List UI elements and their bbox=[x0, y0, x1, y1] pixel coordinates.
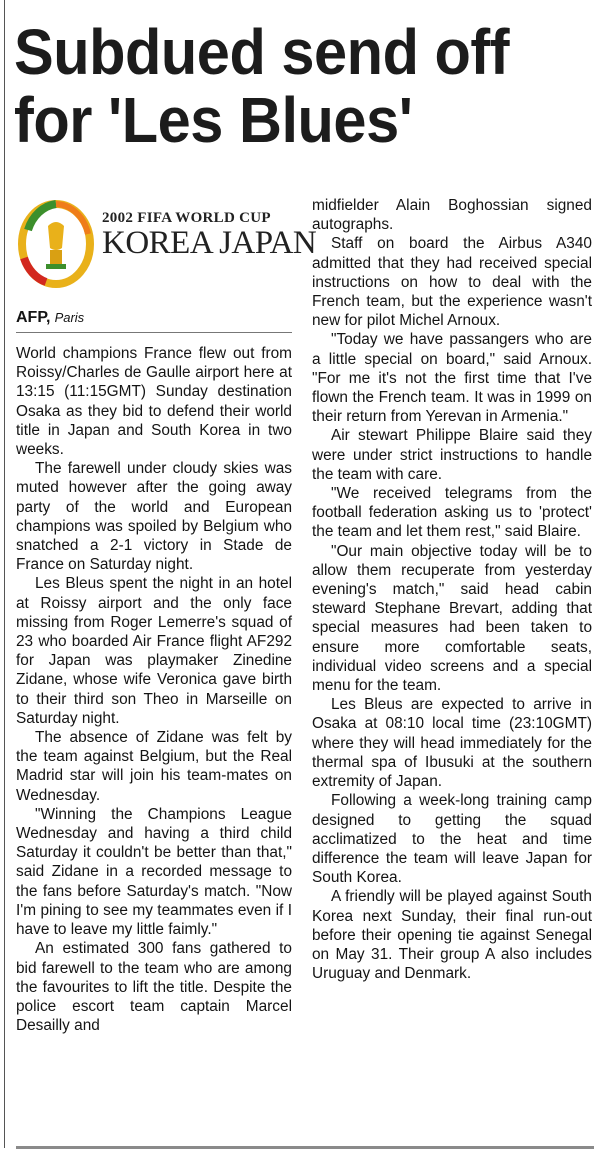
logo-hosts: KOREA JAPAN bbox=[102, 225, 317, 261]
world-cup-logo bbox=[16, 200, 317, 292]
article-paragraph: An estimated 300 fans gathered to bid farewell to the team who are among the favourites to lift the title. Despite the police escort team captain Marcel Desailly and bbox=[16, 940, 292, 1035]
article-paragraph: "Today we have passangers who are a little special on board," said Arnoux. "For me it's not the first time that I've flown the French team. It was in 1999 on their return from Yerevan in Armenia." bbox=[312, 331, 592, 426]
article-column-left bbox=[16, 344, 292, 1035]
article-paragraph: Air stewart Philippe Blaire said they were under strict instructions to handle the team with care. bbox=[312, 427, 592, 483]
byline-agency: AFP, bbox=[16, 309, 51, 326]
byline-city: Paris bbox=[54, 310, 85, 325]
article-paragraph: The farewell under cloudy skies was muted however after the going away party of the world and European champions was spoiled by Belgium who snatched a 2-1 victory in Stade de France on Saturday night. bbox=[16, 460, 292, 574]
article-paragraph: "Winning the Champions League Wednesday and having a third child Saturday it couldn't be better than that," said Zidane in a recorded message to the fans before Saturday's match. "Now I'm pining to see my teammates even if I have to leave my little faimly." bbox=[16, 805, 292, 939]
article-paragraph: A friendly will be played against South Korea next Sunday, their final run-out before their opening tie against Senegal on May 31. Their group A also includes Uruguay and Denmark. bbox=[312, 888, 592, 983]
headline-line-1: Subdued send off bbox=[14, 16, 510, 88]
article-paragraph: Les Bleus spent the night in an hotel at Roissy airport and the only face missing from Roger Lemerre's squad of 23 who boarded Air France flight AF292 for Japan was playmaker Zinedine Zidane, whose wife Veronica gave birth to their third son Theo in Marseille on Saturday night. bbox=[16, 575, 292, 727]
headline bbox=[14, 18, 553, 154]
article-paragraph: The absence of Zidane was felt by the team against Belgium, but the Real Madrid star will join his team-mates on Wednesday. bbox=[16, 729, 292, 804]
article-paragraph: World champions France flew out from Roissy/Charles de Gaulle airport here at 13:15 (11:15GMT) Sunday destination Osaka as they bid to defend their world title in Japan and South Korea in two weeks. bbox=[16, 345, 292, 459]
article-paragraph: Les Bleus are expected to arrive in Osaka at 08:10 local time (23:10GMT) where they will head immediately for the thermal spa of Ibusuki at the southern extremity of Japan. bbox=[312, 696, 592, 791]
article-paragraph: "Our main objective today will be to allow them recuperate from yesterday evening's match," said head cabin steward Stephane Brevart, adding that special measures had been taken to ensure more comfortable seats, individual video screens and a special menu for the team. bbox=[312, 542, 592, 695]
left-column-rule bbox=[4, 0, 5, 1148]
headline-line-2: for 'Les Blues' bbox=[14, 84, 413, 156]
article-paragraph: Following a week-long training camp designed to getting the squad acclimatized to the heat and time difference the team will leave Japan for South Korea. bbox=[312, 792, 592, 887]
article-paragraph-continued: midfielder Alain Boghossian signed autographs. bbox=[312, 197, 592, 234]
byline-divider bbox=[16, 332, 292, 333]
bottom-rule bbox=[16, 1146, 594, 1149]
article-paragraph: "We received telegrams from the football federation asking us to 'protect' the team and let them rest," said Blaire. bbox=[312, 485, 592, 541]
logo-text bbox=[102, 210, 316, 262]
article-paragraph: Staff on board the Airbus A340 admitted that they had received special instructions on how to deal with the French team, but the experience wasn't new for pilot Michel Arnoux. bbox=[312, 235, 592, 330]
article-column-right bbox=[312, 196, 592, 983]
byline bbox=[16, 309, 84, 327]
world-cup-trophy-emblem-icon bbox=[16, 200, 96, 290]
logo-title: 2002 FIFA WORLD CUP bbox=[102, 210, 271, 226]
